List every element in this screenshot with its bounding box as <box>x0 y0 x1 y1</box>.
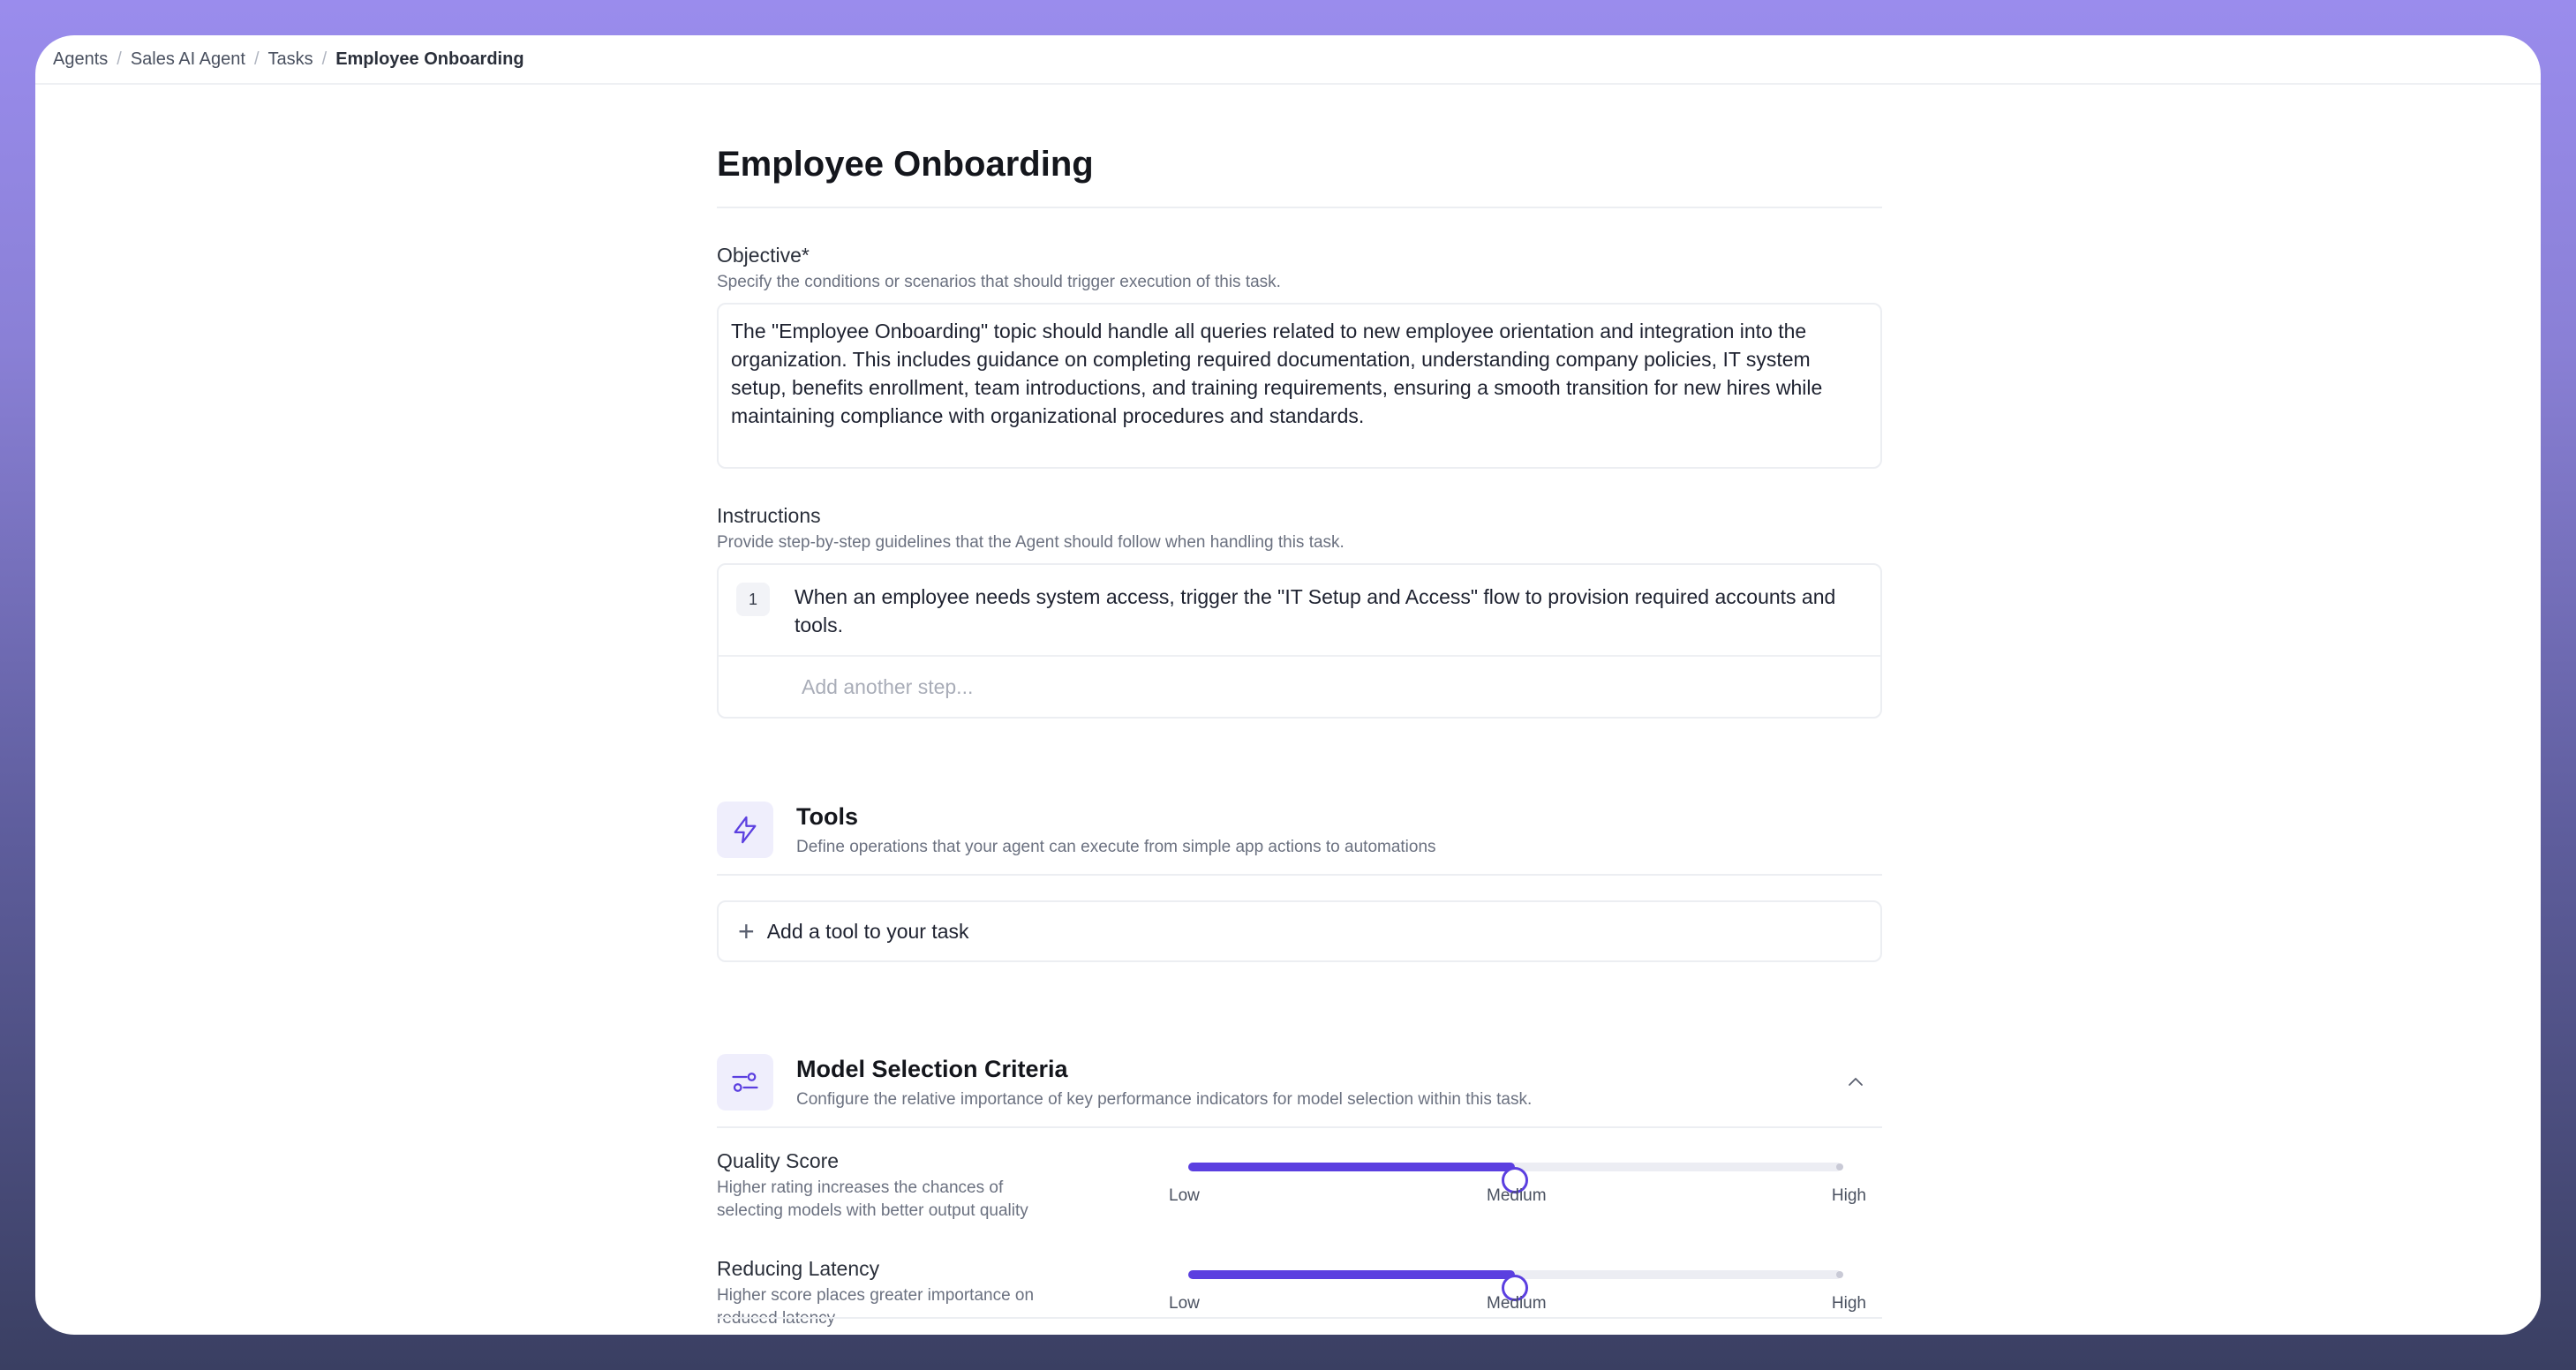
lightning-icon <box>717 802 773 858</box>
slider-label-low: Low <box>1169 1294 1200 1313</box>
model-selection-subtitle: Configure the relative importance of key performance indicators for model selection within this task. <box>796 1089 1533 1109</box>
slider-label-high: High <box>1831 1294 1866 1313</box>
slider-label-medium: Medium <box>1487 1294 1547 1313</box>
sliders-icon <box>717 1054 773 1110</box>
tools-subtitle: Define operations that your agent can execute from simple app actions to automations <box>796 837 1436 856</box>
criterion-description: Higher rating increases the chances of selecting models with better output quality <box>717 1178 1028 1220</box>
step-text[interactable]: When an employee needs system access, trigger the "IT Setup and Access" flow to provision required accounts and tools. <box>795 585 1836 636</box>
breadcrumb <box>35 35 2541 85</box>
tools-title: Tools <box>796 802 858 830</box>
step-number: 1 <box>736 583 770 616</box>
criterion-description: Higher score places greater importance on reduced latency <box>717 1286 1035 1328</box>
breadcrumb-tasks[interactable]: Tasks <box>267 49 313 69</box>
slider-end-dot <box>1836 1271 1843 1278</box>
task-editor <box>717 85 1882 1335</box>
tools-section <box>717 802 1882 962</box>
slider-track[interactable] <box>1188 1163 1842 1171</box>
objective-textarea[interactable]: The "Employee Onboarding" topic should handle all queries related to new employee orientation and integration into the organization. This includes guidance on completing required documentation, understanding company policies, IT system setup, benefits enrollment, team introductions, and training requirements, ensuring a smooth transition for new hires while maintaining compliance with organizational procedures and standards. <box>717 303 1882 469</box>
tools-header <box>717 802 1882 876</box>
instructions-label: Instructions <box>717 504 821 527</box>
breadcrumb-agents[interactable]: Agents <box>53 49 109 69</box>
add-tool-label: Add a tool to your task <box>766 919 969 943</box>
instructions-list <box>717 563 1882 719</box>
breadcrumb-separator: / <box>321 49 328 69</box>
instructions-hint: Provide step-by-step guidelines that the Agent should follow when handling this task. <box>717 533 1344 552</box>
page-title: Employee Onboarding <box>717 147 1882 208</box>
slider-fill <box>1188 1270 1515 1279</box>
quality-score-slider[interactable] <box>1169 1149 1866 1236</box>
chevron-up-icon[interactable] <box>1845 1072 1866 1093</box>
objective-hint: Specify the conditions or scenarios that should trigger execution of this task. <box>717 273 1281 291</box>
reducing-latency-slider[interactable] <box>1169 1257 1866 1335</box>
slider-track[interactable] <box>1188 1270 1842 1279</box>
model-selection-header <box>717 1054 1882 1128</box>
criterion-reducing-latency <box>717 1257 1882 1335</box>
breadcrumb-separator: / <box>253 49 260 69</box>
model-selection-title: Model Selection Criteria <box>796 1055 1068 1082</box>
slider-label-medium: Medium <box>1487 1186 1547 1205</box>
breadcrumb-sales-ai-agent[interactable]: Sales AI Agent <box>130 49 245 69</box>
criterion-quality-score <box>717 1149 1882 1236</box>
slider-label-high: High <box>1831 1186 1866 1205</box>
criterion-label: Reducing Latency <box>717 1257 880 1280</box>
plus-icon: + <box>738 915 755 947</box>
app-window <box>35 35 2541 1335</box>
breadcrumb-current: Employee Onboarding <box>335 49 524 69</box>
objective-label: Objective* <box>717 244 810 267</box>
add-tool-button[interactable] <box>717 900 1882 962</box>
criterion-label: Quality Score <box>717 1149 840 1172</box>
instruction-step[interactable] <box>719 565 1880 657</box>
footer-divider <box>717 1317 1882 1319</box>
model-selection-section <box>717 1054 1882 1335</box>
breadcrumb-separator: / <box>117 49 122 69</box>
add-step-input[interactable]: Add another step... <box>802 674 974 698</box>
slider-label-low: Low <box>1169 1186 1200 1205</box>
slider-end-dot <box>1836 1163 1843 1171</box>
slider-fill <box>1188 1163 1515 1171</box>
